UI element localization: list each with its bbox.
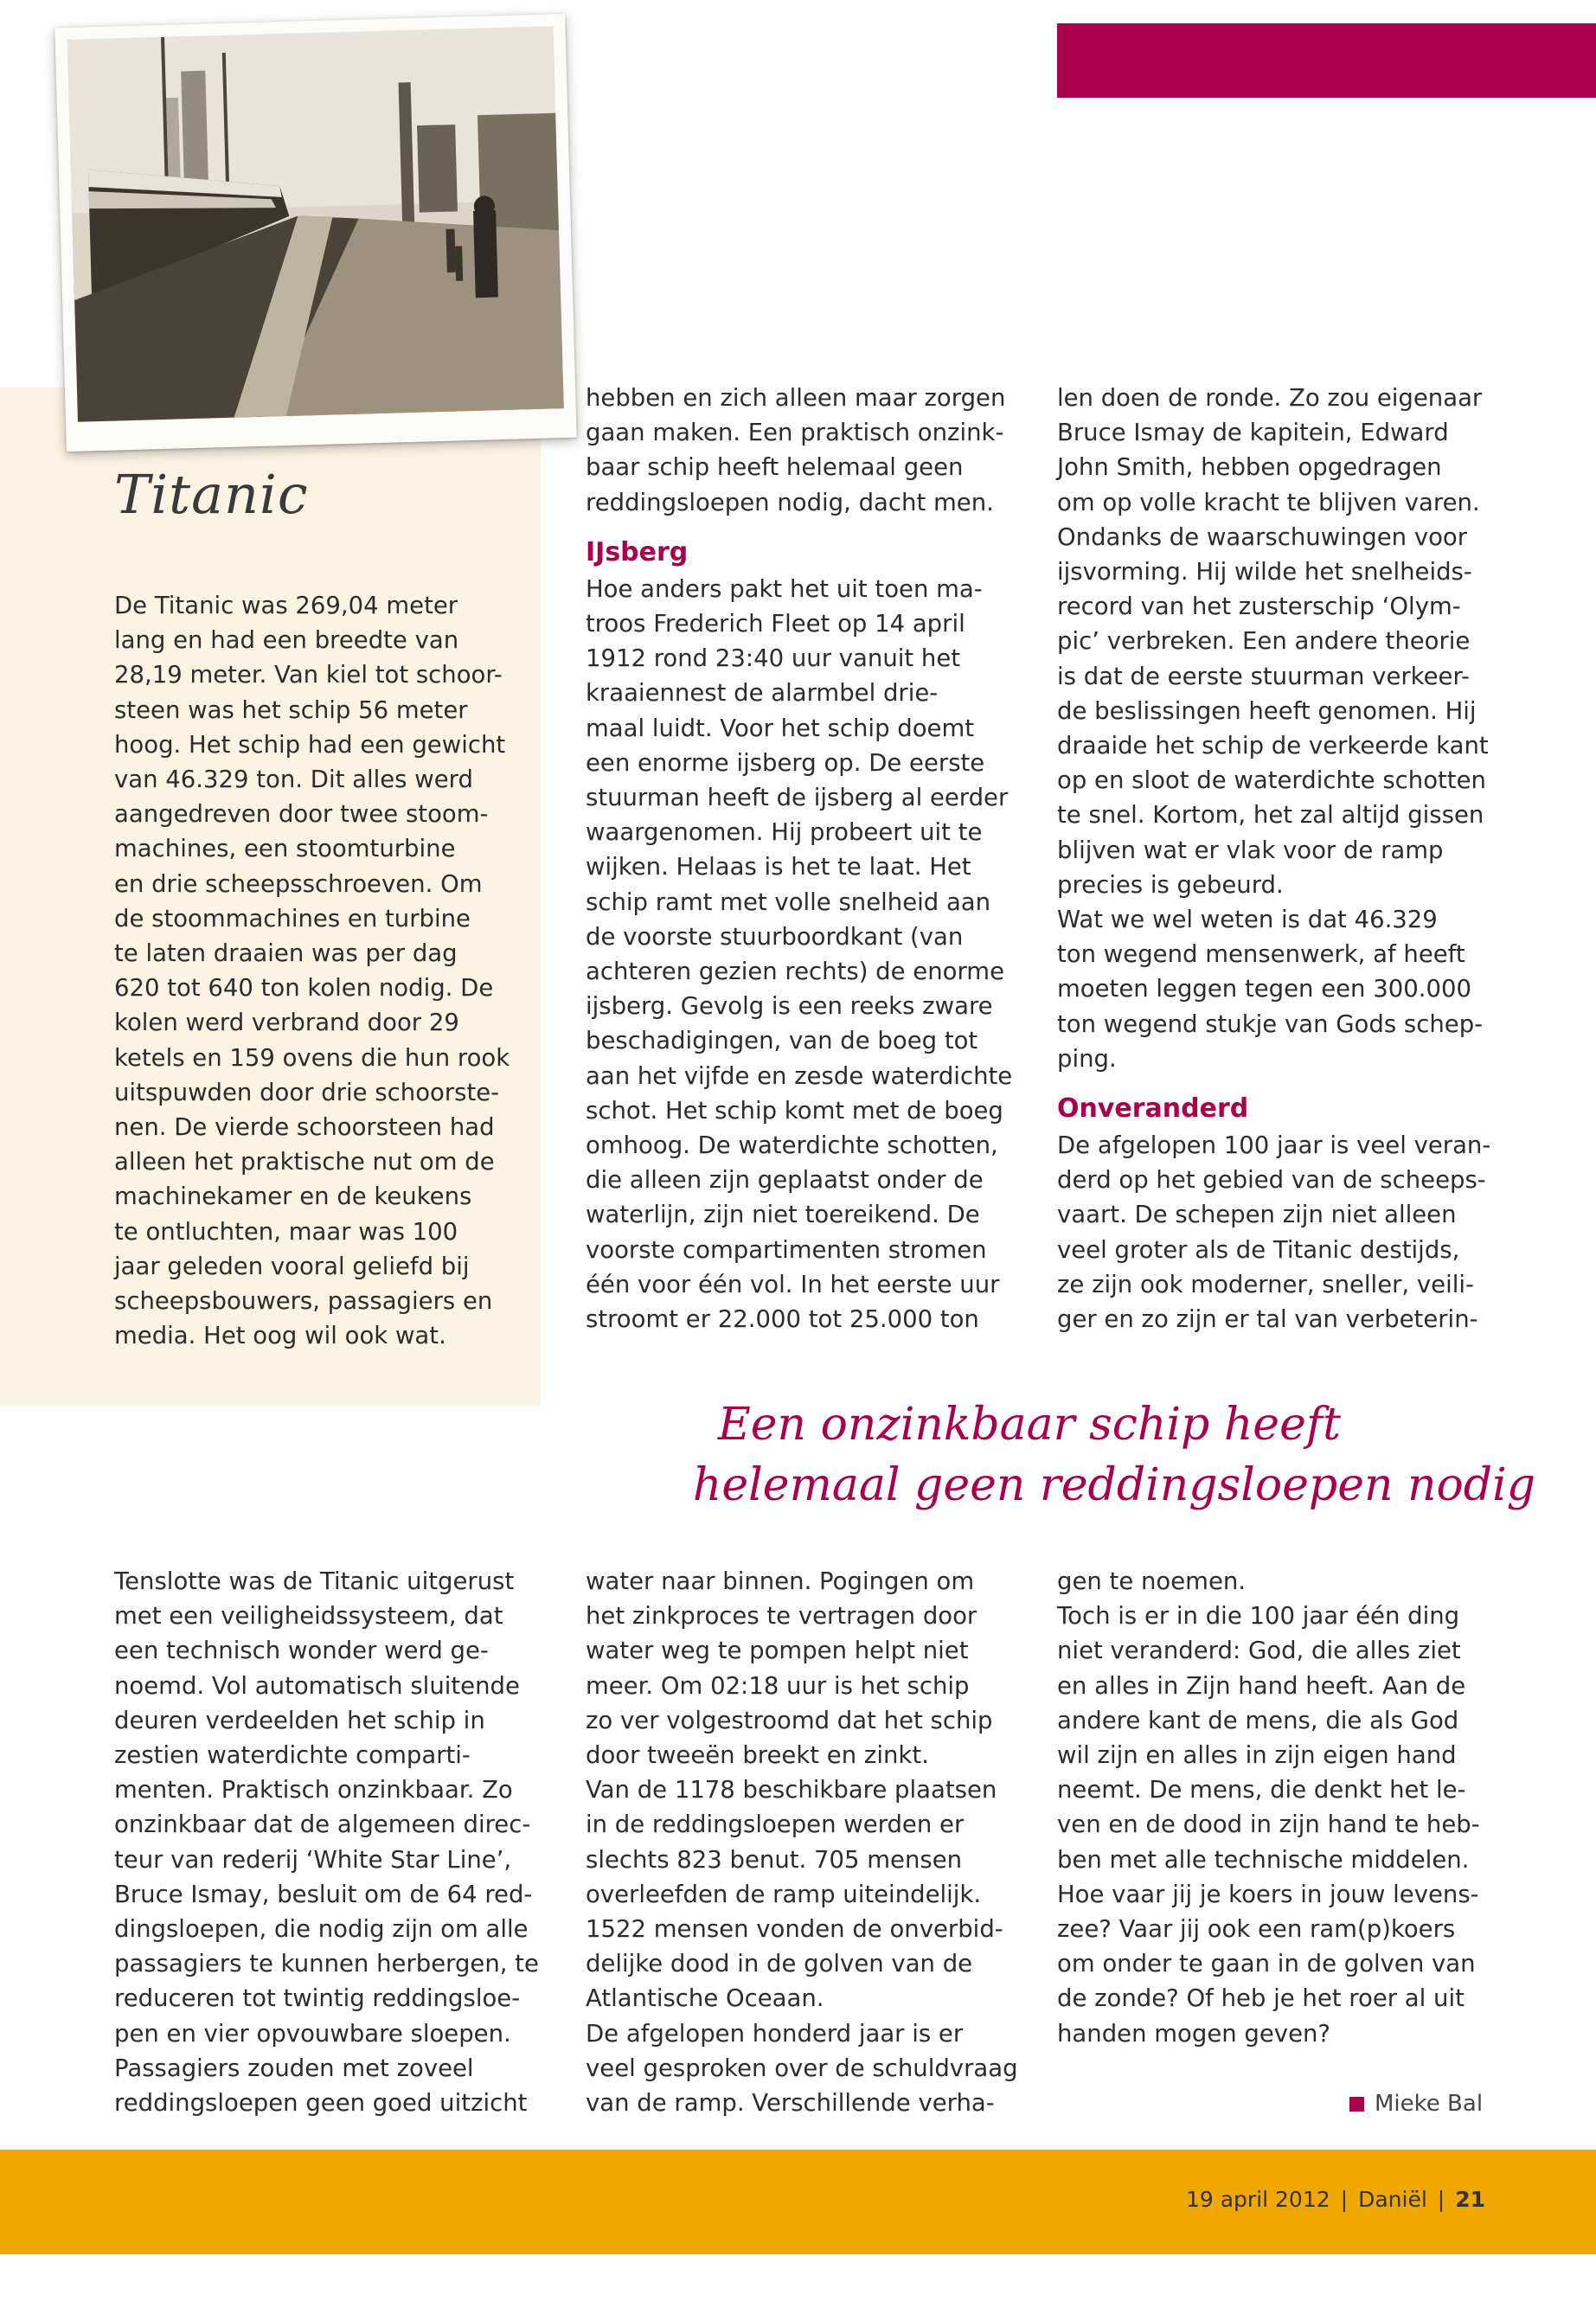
titanic-photo [54, 14, 576, 452]
body-line: niet veranderd: God, die alles ziet [1057, 1637, 1461, 1665]
body-line: één voor één vol. In het eerste uur [586, 1270, 1000, 1298]
sidebar-line: ketels en 159 ovens die hun rook [114, 1043, 510, 1072]
body-line: maal luidt. Voor het schip doemt [586, 714, 975, 742]
body-line: die alleen zijn geplaatst onder de [586, 1166, 984, 1195]
body-line: precies is gebeurd. [1057, 870, 1284, 899]
ship-illustration [67, 26, 564, 422]
body-line: overleefden de ramp uiteindelijk. [586, 1880, 982, 1908]
body-line: kraaiennest de alarmbel drie- [586, 679, 939, 708]
body-line: delijke dood in de golven van de [586, 1950, 973, 1978]
body-line: Hoe vaar jij je koers in jouw levens- [1057, 1880, 1479, 1908]
body-line: de voorste stuurboordkant (van [586, 922, 964, 951]
body-line: Tenslotte was de Titanic uitgerust [114, 1567, 515, 1595]
author-credit [1349, 2091, 1483, 2117]
footer-magazine: Daniël [1358, 2187, 1427, 2212]
body-line: met een veiligheidssysteem, dat [114, 1602, 503, 1631]
body-line: Passagiers zouden met zoveel [114, 2054, 474, 2082]
body-line: len doen de ronde. Zo zou eigenaar [1057, 384, 1483, 412]
body-line: 1912 rond 23:40 uur vanuit het [586, 644, 961, 673]
column-2-bottom [586, 1564, 1018, 2120]
body-line: op en sloot de waterdichte schotten [1057, 766, 1486, 795]
body-line: slechts 823 benut. 705 mensen [586, 1845, 963, 1874]
body-line: derd op het gebied van de scheeps- [1057, 1166, 1486, 1195]
body-line: aan het vijfde en zesde waterdichte [586, 1061, 1013, 1090]
pull-quote [536, 1394, 1535, 1516]
body-line: Bruce Ismay, besluit om de 64 red- [114, 1880, 533, 1908]
body-line: in de reddingsloepen werden er [586, 1811, 965, 1839]
sidebar-line: alleen het praktische nut om de [114, 1148, 495, 1176]
sidebar-line: 620 tot 640 ton kolen nodig. De [114, 974, 494, 1003]
body-line: schip ramt met volle snelheid aan [586, 888, 991, 916]
body-line: vaart. De schepen zijn niet alleen [1057, 1201, 1457, 1229]
sidebar-line: de stoommachines en turbine [114, 904, 471, 933]
body-line: Van de 1178 beschikbare plaatsen [586, 1776, 997, 1804]
body-line: zo ver volgestroomd dat het schip [586, 1706, 993, 1734]
body-line: van de ramp. Verschillende verha- [586, 2089, 995, 2118]
body-line: veel gesproken over de schuldvraag [586, 2054, 1018, 2082]
body-line: te snel. Kortom, het zal altijd gissen [1057, 801, 1484, 830]
body-line: zee? Vaar jij ook een ram(p)koers [1057, 1915, 1456, 1944]
pull-quote-line: Een onzinkbaar schip heeft [717, 1399, 1341, 1451]
body-line: Atlantische Oceaan. [586, 1984, 824, 2013]
body-line: omhoog. De waterdichte schotten, [586, 1131, 998, 1160]
body-line: het zinkproces te vertragen door [586, 1602, 977, 1631]
body-line: waargenomen. Hij probeert uit te [586, 818, 983, 847]
body-line: zestien waterdichte comparti- [114, 1741, 471, 1770]
column-3-top [1057, 381, 1490, 1336]
body-line: reddingsloepen nodig, dacht men. [586, 488, 994, 516]
body-line: de beslissingen heeft genomen. Hij [1057, 696, 1477, 725]
body-line: wijken. Helaas is het te laat. Het [586, 853, 971, 881]
body-line: reduceren tot twintig reddingsloe- [114, 1984, 521, 2013]
body-line: andere kant de mens, die als God [1057, 1706, 1459, 1734]
body-line: om op volle kracht te blijven varen. [1057, 488, 1480, 516]
body-line: meer. Om 02:18 uur is het schip [586, 1671, 970, 1700]
body-line: Toch is er in die 100 jaar één ding [1057, 1602, 1460, 1631]
body-line: 1522 mensen vonden de onverbid- [586, 1915, 1003, 1944]
sidebar-line: machines, een stoomturbine [114, 835, 456, 863]
body-line: deuren verdeelden het schip in [114, 1706, 485, 1734]
body-line: ven en de dood in zijn hand te heb- [1057, 1811, 1480, 1839]
body-line: ben met alle technische middelen. [1057, 1845, 1470, 1874]
author-name: Mieke Bal [1375, 2091, 1484, 2117]
body-line: is dat de eerste stuurman verkeer- [1057, 662, 1470, 690]
sidebar-line: media. Het oog wil ook wat. [114, 1322, 446, 1350]
page-number: 21 [1455, 2187, 1485, 2212]
body-line: de zonde? Of heb je het roer al uit [1057, 1984, 1465, 2013]
body-line: veel groter als de Titanic destijds, [1057, 1235, 1460, 1264]
body-line: De afgelopen honderd jaar is er [586, 2019, 964, 2048]
sidebar-text [114, 588, 510, 1353]
body-line: record van het zusterschip ‘Olym- [1057, 593, 1461, 621]
sidebar-line: 28,19 meter. Van kiel tot schoor- [114, 661, 503, 689]
body-line: stuurman heeft de ijsberg al eerder [586, 784, 1009, 812]
body-line: pen en vier opvouwbare sloepen. [114, 2019, 511, 2048]
body-line: stroomt er 22.000 tot 25.000 ton [586, 1305, 979, 1334]
top-color-band [1057, 23, 1596, 98]
body-line: pic’ verbreken. Een andere theorie [1057, 627, 1471, 656]
sidebar-line: jaar geleden vooral geliefd bij [114, 1252, 470, 1280]
sidebar-line: scheepsbouwers, passagiers en [114, 1287, 493, 1316]
body-line: en alles in Zijn hand heeft. Aan de [1057, 1671, 1466, 1700]
body-line: gen te noemen. [1057, 1567, 1247, 1595]
sidebar-line: kolen werd verbrand door 29 [114, 1009, 459, 1037]
body-line: beschadigingen, van de boeg tot [586, 1027, 978, 1055]
body-line: reddingsloepen geen goed uitzicht [114, 2089, 528, 2118]
body-line: voorste compartimenten stromen [586, 1235, 987, 1264]
body-line: menten. Praktisch onzinkbaar. Zo [114, 1776, 513, 1804]
body-line: een enorme ijsberg op. De eerste [586, 748, 985, 777]
body-line: passagiers te kunnen herbergen, te [114, 1950, 539, 1978]
body-line: waterlijn, zijn niet toereikend. De [586, 1201, 980, 1229]
body-line: wil zijn en alles in zijn eigen hand [1057, 1741, 1457, 1770]
body-line: neemt. De mens, die denkt het le- [1057, 1776, 1466, 1804]
sidebar-line: te ontluchten, maar was 100 [114, 1217, 458, 1246]
sidebar-line: te laten draaien was per dag [114, 939, 458, 968]
body-line: ton wegend stukje van Gods schep- [1057, 1009, 1484, 1038]
body-line: dingsloepen, die nodig zijn om alle [114, 1915, 529, 1944]
body-line: blijven wat er vlak voor de ramp [1057, 836, 1444, 864]
body-line: baar schip heeft helemaal geen [586, 453, 964, 482]
square-bullet-icon [1349, 2097, 1364, 2112]
sidebar-line: aangedreven door twee stoom- [114, 800, 489, 829]
body-line: Bruce Ismay de kapitein, Edward [1057, 419, 1449, 447]
section-heading-ijsberg: IJsberg [586, 536, 689, 567]
body-line: Ondanks de waarschuwingen voor [1057, 522, 1468, 551]
body-line: om onder te gaan in de golven van [1057, 1950, 1476, 1978]
sidebar-line: lang en had een breedte van [114, 626, 459, 655]
section-heading-onveranderd: Onveranderd [1057, 1093, 1249, 1125]
body-line: ger en zo zijn er tal van verbeterin- [1057, 1305, 1478, 1334]
footer-date: 19 april 2012 [1185, 2187, 1330, 2212]
body-line: teur van rederij ‘White Star Line’, [114, 1845, 512, 1874]
body-line: hebben en zich alleen maar zorgen [586, 384, 1006, 412]
sidebar-line: hoog. Het schip had een gewicht [114, 730, 506, 759]
body-line: troos Frederich Fleet op 14 april [586, 610, 965, 638]
body-line: ton wegend mensenwerk, af heeft [1057, 940, 1465, 969]
body-line: water naar binnen. Pogingen om [586, 1567, 975, 1595]
body-line: handen mogen geven? [1057, 2019, 1331, 2048]
sidebar-title: Titanic [114, 463, 309, 526]
body-line: ze zijn ook moderner, sneller, veili- [1057, 1270, 1474, 1298]
body-line: een technisch wonder werd ge- [114, 1637, 489, 1665]
pull-quote-line: helemaal geen reddingsloepen nodig [692, 1459, 1535, 1511]
sidebar-line: machinekamer en de keukens [114, 1183, 472, 1211]
body-line: Hoe anders pakt het uit toen ma- [586, 574, 983, 603]
column-3-bottom [1057, 1564, 1480, 2051]
body-line: door tweeën breekt en zinkt. [586, 1741, 929, 1770]
body-line: De afgelopen 100 jaar is veel veran- [1057, 1131, 1491, 1160]
footer-folio: 19 april 2012 | Daniël | 21 [1185, 2187, 1485, 2212]
body-line: ijsberg. Gevolg is een reeks zware [586, 992, 993, 1021]
body-line: Wat we wel weten is dat 46.329 [1057, 906, 1438, 934]
sidebar-line: uitspuwden door drie schoorste- [114, 1078, 500, 1106]
sidebar-line: van 46.329 ton. Dit alles werd [114, 766, 473, 794]
body-line: schot. Het schip komt met de boeg [586, 1096, 1003, 1125]
column-1-bottom [114, 1564, 539, 2120]
body-line: achteren gezien rechts) de enorme [586, 958, 1005, 986]
body-line: draaide het schip de verkeerde kant [1057, 732, 1489, 760]
sidebar-line: steen was het schip 56 meter [114, 695, 468, 724]
sidebar-line: en drie scheepsschroeven. Om [114, 869, 483, 898]
body-line: gaan maken. Een praktisch onzink- [586, 419, 1004, 447]
sidebar-line: nen. De vierde schoorsteen had [114, 1113, 495, 1142]
body-line: noemd. Vol automatisch sluitende [114, 1671, 520, 1700]
body-line: onzinkbaar dat de algemeen direc- [114, 1811, 531, 1839]
body-line: ping. [1057, 1044, 1117, 1073]
body-line: moeten leggen tegen een 300.000 [1057, 975, 1471, 1003]
body-line: water weg te pompen helpt niet [586, 1637, 969, 1665]
column-2-top [586, 381, 1012, 1336]
body-line: John Smith, hebben opgedragen [1057, 453, 1442, 482]
sidebar-line: De Titanic was 269,04 meter [114, 592, 458, 619]
body-line: ijsvorming. Hij wilde het snelheids- [1057, 558, 1472, 586]
